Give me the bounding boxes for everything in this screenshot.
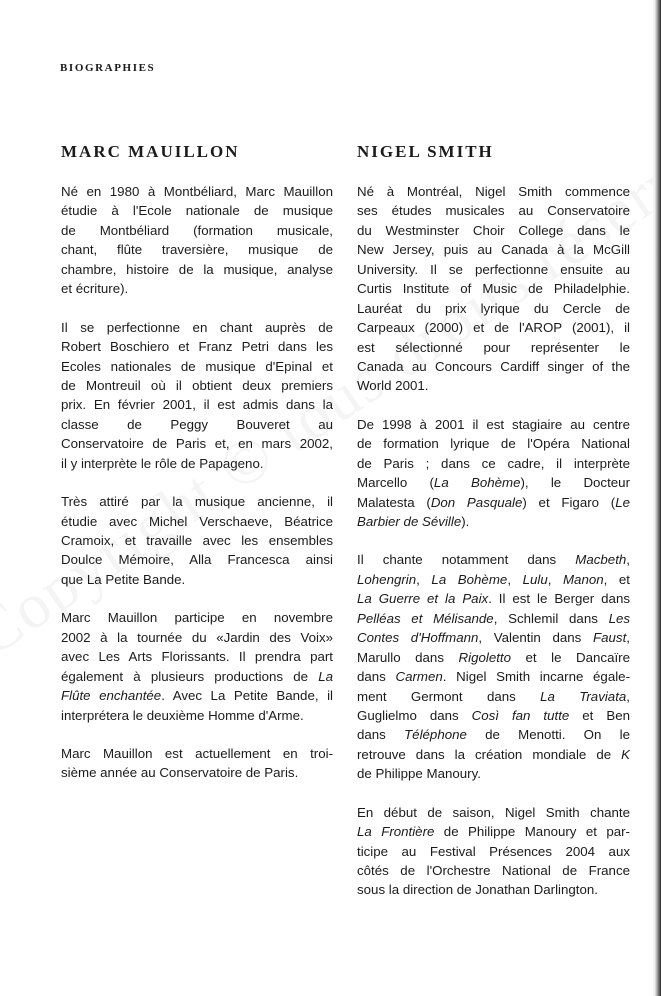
text-line: ses études musicales au Conservatoire bbox=[357, 203, 630, 219]
biography-paragraph bbox=[357, 182, 630, 396]
work-title: K bbox=[621, 746, 630, 762]
text-line: sième année au Conservatoire de Paris. bbox=[61, 765, 299, 781]
text-line: ment Germont dans La Traviata, bbox=[357, 688, 630, 704]
page-edge-shadow bbox=[655, 0, 661, 996]
text-line: chambre, histoire de la musique, analyse bbox=[61, 261, 333, 277]
text-line: Flûte enchantée. Avec La Petite Bande, il bbox=[61, 688, 333, 704]
text-line: Il se perfectionne en chant auprès de bbox=[61, 319, 333, 335]
text-line: Ecoles nationales de musique d'Epinal et bbox=[61, 358, 333, 374]
text-line: du Westminster Choir College dans le bbox=[357, 222, 630, 238]
biography-paragraph bbox=[357, 550, 630, 783]
text-line: étudie avec Michel Verschaeve, Béatrice bbox=[61, 513, 333, 529]
biography-paragraph bbox=[61, 182, 333, 299]
text-line: Lauréat du prix lyrique du Cercle de bbox=[357, 300, 630, 316]
text-line: Né en 1980 à Montbéliard, Marc Mauillon bbox=[61, 184, 333, 199]
text-line: Né à Montréal, Nigel Smith commence bbox=[357, 184, 630, 199]
work-title: Così fan tutte bbox=[471, 707, 570, 723]
work-title: Manon bbox=[562, 571, 604, 587]
text-line: Cramoix, et travaille avec les ensembles bbox=[61, 533, 333, 548]
work-title: Téléphone bbox=[404, 727, 467, 743]
biography-body bbox=[357, 182, 630, 900]
text-line: également à plusieurs productions de La bbox=[61, 668, 333, 684]
text-line: interprétera le deuxième Homme d'Arme. bbox=[61, 707, 304, 723]
text-line: et écriture). bbox=[61, 281, 129, 297]
text-line: retrouve dans la création mondiale de K bbox=[357, 746, 630, 762]
text-line: Conservatoire de Paris et, en mars 2002, bbox=[61, 436, 333, 452]
work-title: Pelléas et Mélisande bbox=[357, 610, 494, 626]
text-line: New Jersey, puis au Canada à la McGill bbox=[357, 242, 630, 258]
biography-body bbox=[61, 182, 333, 783]
biography-heading: NIGEL SMITH bbox=[357, 142, 494, 161]
biography-paragraph bbox=[61, 744, 333, 783]
text-line: La Guerre et la Paix. Il est le Berger dans bbox=[357, 591, 630, 607]
work-title: La Traviata bbox=[540, 688, 627, 704]
text-line: Contes d'Hoffmann, Valentin dans Faust, bbox=[357, 630, 630, 646]
text-line: de Montbéliard (formation musicale, bbox=[61, 222, 333, 238]
text-line: En début de saison, Nigel Smith chante bbox=[357, 804, 630, 820]
text-line: La Frontière de Philippe Manoury et par- bbox=[357, 824, 630, 840]
work-title: Rigoletto bbox=[458, 649, 511, 665]
biography-paragraph bbox=[61, 608, 333, 725]
text-line: Il chante notamment dans Macbeth, bbox=[357, 552, 630, 568]
text-line: chant, flûte traversière, musique de bbox=[61, 242, 333, 258]
work-title: La Guerre et la Paix bbox=[357, 591, 489, 607]
biography-paragraph bbox=[61, 318, 333, 474]
text-line: ticipe au Festival Présences 2004 aux bbox=[357, 843, 630, 859]
text-line: avec Les Arts Florissants. Il prendra part bbox=[61, 649, 333, 665]
biography-column-nigel-smith bbox=[357, 140, 630, 919]
biography-heading: MARC MAUILLON bbox=[61, 142, 240, 161]
work-title: La bbox=[318, 668, 333, 684]
text-line: dans Téléphone de Menotti. On le bbox=[357, 727, 630, 743]
text-line: World 2001. bbox=[357, 378, 429, 394]
text-line: classe de Peggy Bouveret au bbox=[61, 416, 333, 432]
text-line: est sélectionné pour représenter le bbox=[357, 339, 630, 355]
biography-column-marc-mauillon bbox=[61, 140, 333, 802]
text-line: Carpeaux (2000) et de l'AROP (2001), il bbox=[357, 320, 630, 336]
text-line: Lohengrin, La Bohème, Lulu, Manon, et bbox=[357, 571, 631, 587]
text-line: De 1998 à 2001 il est stagiaire au centre bbox=[357, 416, 630, 432]
text-line: Doulce Mémoire, Alla Francesca ainsi bbox=[61, 552, 333, 568]
work-title: Contes d'Hoffmann bbox=[357, 630, 479, 646]
text-line: sous la direction de Jonathan Darlington. bbox=[357, 882, 598, 898]
work-title: La Frontière bbox=[357, 824, 435, 840]
text-line: prix. En février 2001, il est admis dans la bbox=[61, 397, 333, 413]
biography-paragraph bbox=[357, 803, 630, 900]
text-line: il y interprète le rôle de Papageno. bbox=[61, 455, 264, 471]
section-label: BIOGRAPHIES bbox=[60, 62, 156, 74]
text-line: Robert Boschiero et Franz Petri dans les bbox=[61, 339, 333, 355]
text-line: Marullo dans Rigoletto et le Dancaïre bbox=[357, 649, 630, 665]
work-title: Don Pasquale bbox=[430, 494, 523, 510]
text-line: Très attiré par la musique ancienne, il bbox=[61, 494, 333, 510]
text-line: étudie à l'Ecole nationale de musique bbox=[61, 203, 333, 219]
text-line: dans Carmen. Nigel Smith incarne égale- bbox=[357, 669, 630, 685]
work-title: Lulu bbox=[522, 571, 548, 587]
text-line: Pelléas et Mélisande, Schlemil dans Les bbox=[357, 610, 631, 626]
text-line: de Philippe Manoury. bbox=[357, 766, 481, 782]
work-title: Lohengrin bbox=[357, 571, 417, 587]
work-title: Flûte enchantée bbox=[61, 688, 162, 704]
biography-paragraph bbox=[61, 492, 333, 589]
work-title: Le bbox=[615, 494, 630, 510]
work-title: Macbeth bbox=[575, 552, 627, 568]
work-title: Barbier de Séville bbox=[357, 514, 462, 529]
text-line: Malatesta (Don Pasquale) et Figaro (Le bbox=[357, 494, 630, 510]
text-line: côtés de l'Orchestre National de France bbox=[357, 863, 630, 878]
work-title: Faust bbox=[593, 630, 627, 646]
text-line: de Paris ; dans ce cadre, il interprète bbox=[357, 455, 630, 471]
text-line: de formation lyrique de l'Opéra National bbox=[357, 436, 630, 452]
work-title: La Bohème bbox=[433, 475, 521, 491]
text-line: Marc Mauillon est actuellement en troi- bbox=[61, 745, 333, 761]
text-line: de Montreuil où il obtient deux premiers bbox=[61, 377, 333, 393]
text-line: Barbier de Séville). bbox=[357, 514, 470, 529]
work-title: La Bohème bbox=[431, 571, 508, 587]
text-line: Canada au Concours Cardiff singer of the bbox=[357, 358, 630, 374]
work-title: Les bbox=[608, 610, 631, 626]
text-line: University. Il se perfectionne ensuite au bbox=[357, 261, 630, 277]
text-line: Guglielmo dans Così fan tutte et Ben bbox=[357, 707, 631, 723]
text-line: que La Petite Bande. bbox=[61, 571, 186, 587]
text-line: Marc Mauillon participe en novembre bbox=[61, 610, 333, 626]
biography-paragraph bbox=[357, 415, 630, 532]
text-line: 2002 à la tournée du «Jardin des Voix» bbox=[61, 629, 333, 645]
text-line: Curtis Institute of Music de Philadelphie. bbox=[357, 281, 630, 297]
text-line: Marcello (La Bohème), le Docteur bbox=[357, 475, 630, 491]
work-title: Carmen bbox=[395, 669, 443, 685]
